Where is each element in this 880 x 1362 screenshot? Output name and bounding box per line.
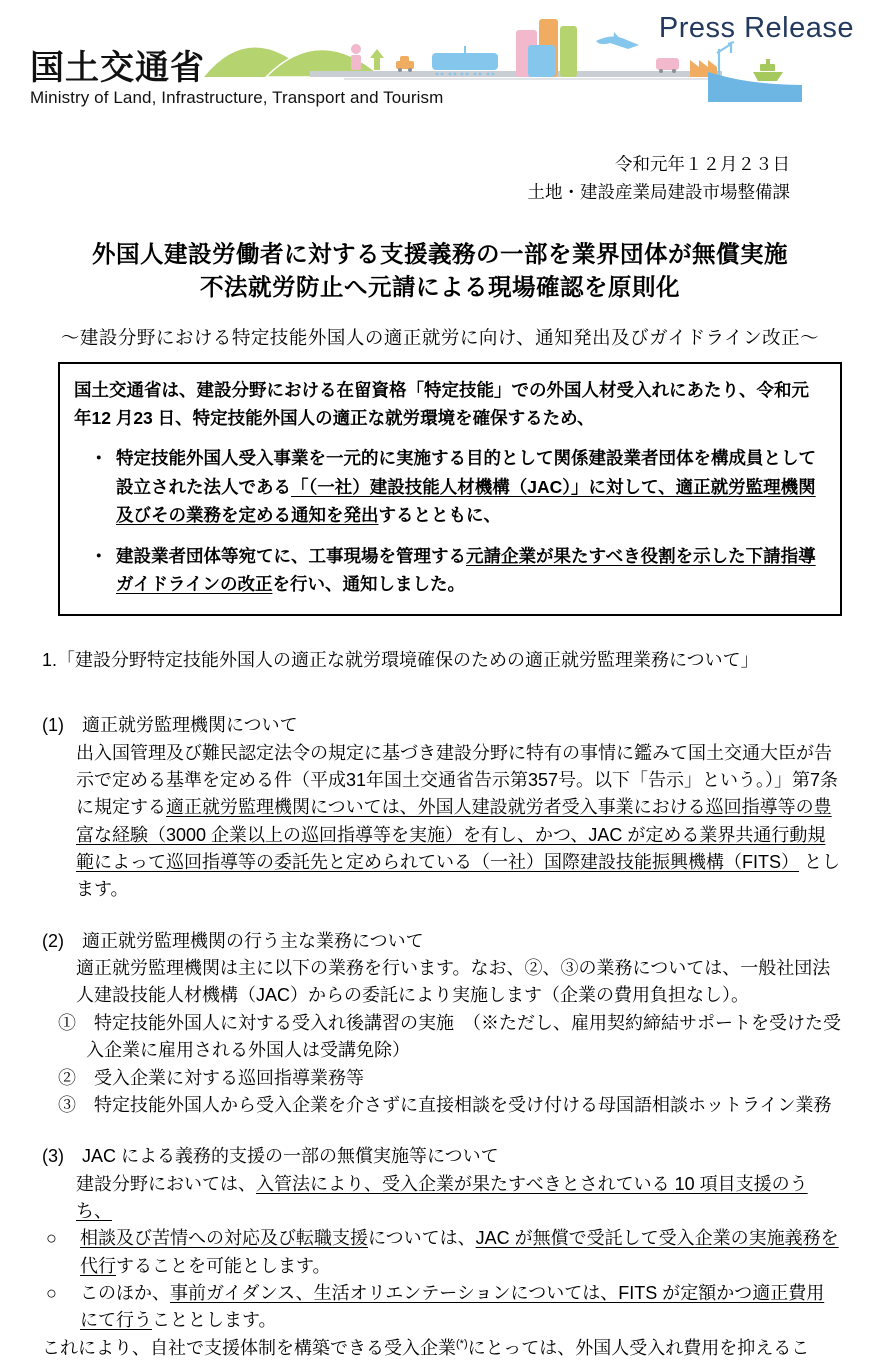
circle-item-1 <box>46 1225 842 1280</box>
subtitle: ～建設分野における特定技能外国人の適正就労に向け、通知発出及びガイドライン改正～ <box>60 328 820 349</box>
section-1-1 <box>42 712 842 904</box>
circle-marker: ○ <box>46 1228 57 1249</box>
mlit-logo: 国土交通省 <box>30 49 205 87</box>
section-1-3-heading: (3) JAC による義務的支援の一部の無償実施等について <box>42 1146 499 1167</box>
bullet-marker: ・ <box>90 545 108 566</box>
ship-icon <box>753 59 783 81</box>
meta-block <box>0 150 880 206</box>
section-1-1-heading: (1) 適正就労監理機関について <box>42 715 298 736</box>
airplane-icon <box>596 32 639 49</box>
summary-intro: 国土交通省は、建設分野における在留資格「特定技能」での外国人材受入れにあたり、令和元年12 月23 日、特定技能外国人の適正な就労環境を確保するため、 <box>74 379 809 429</box>
release-department: 土地・建設産業局建設市場整備課 <box>527 182 790 202</box>
bullet-marker: ・ <box>90 448 108 469</box>
header-illustration <box>204 14 802 102</box>
numbered-item-1: ① 特定技能外国人に対する受入れ後講習の実施 （※ただし、雇用契約締結サポートを受けた受入企業に雇用される外国人は受講免除） <box>58 1012 841 1061</box>
numbered-item-3: ③ 特定技能外国人から受入企業を介さずに直接相談を受け付ける母国語相談ホットライン業務 <box>58 1094 832 1115</box>
closing-paragraph: これにより、自社で支援体制を構築できる受入企業(*)にとっては、外国人受入れ費用を抑えるこ <box>42 1337 810 1358</box>
section-1-1-body: 出入国管理及び難民認定法令の規定に基づき建設分野に特有の事情に鑑みて国土交通大臣が告示で定める基準を定める件（平成31年国土交通省告示第357号。以下「告示」という。）」第7条に規定する適正就労監理機関については、外国人建設就労者受入事業における巡回指導等の豊富な経験（3000 企業以上の巡回指導等を実施）を有し、かつ、JAC が定める業界共通行動規範によって巡回指導等の委託先と定められている（一社）国際建設技能振興機構（FITS） とします。 <box>76 742 841 900</box>
title-line-2: 不法就労防止へ元請による現場確認を原則化 <box>200 273 680 300</box>
page-title <box>0 238 880 304</box>
sea-icon <box>708 72 802 102</box>
section-1-3-body: 建設分野においては、入管法により、受入企業が果たすべきとされている 10 項目支援のうち、 <box>76 1173 808 1221</box>
section-1-3 <box>42 1143 842 1362</box>
section-1-heading: 1.「建設分野特定技能外国人の適正な就労環境確保のための適正就労監理業務について」 <box>42 650 759 671</box>
numbered-item-2: ② 受入企業に対する巡回指導業務等 <box>58 1067 364 1088</box>
person-icon <box>370 49 384 70</box>
pedestrian-icon <box>351 44 361 70</box>
train-icon <box>432 46 498 75</box>
press-release-label: Press Release <box>658 12 854 44</box>
summary-bullet-text: 特定技能外国人受入事業を一元的に実施する目的として関係建設業者団体を構成員として設立された法人である「（一社）建設技能人材機構（JAC）」に対して、適正就労監理機関及びその業務を定める通知を発出するとともに、 <box>116 448 816 526</box>
circle-item-2 <box>46 1280 842 1335</box>
car-icon <box>396 56 414 72</box>
buildings-icon <box>516 19 577 77</box>
summary-box <box>58 362 842 616</box>
circle-marker: ○ <box>46 1283 57 1304</box>
summary-bullet-text: 建設業者団体等宛てに、工事現場を管理する元請企業が果たすべき役割を示した下請指導ガイドラインの改正を行い、通知しました。 <box>116 545 816 594</box>
ministry-name-en: Ministry of Land, Infrastructure, Transport and Tourism <box>30 88 444 107</box>
header <box>0 0 880 120</box>
section-1-2-body: 適正就労監理機関は主に以下の業務を行います。なお、②、③の業務については、一般社団法人建設技能人材機構（JAC）からの委託により実施します（企業の費用負担なし）。 <box>76 958 831 1006</box>
release-date: 令和元年１２月２３日 <box>615 154 790 174</box>
circle-item-text: 相談及び苦情への対応及び転職支援については、JAC が無償で受託して受入企業の実施義務を代行することを可能とします。 <box>80 1228 839 1276</box>
section-1-2 <box>42 928 842 1120</box>
van-icon <box>656 58 679 73</box>
crane-icon <box>717 42 734 77</box>
summary-bullet <box>74 444 826 529</box>
summary-bullet <box>74 542 826 599</box>
section-1-2-heading: (2) 適正就労監理機関の行う主な業務について <box>42 930 424 951</box>
circle-item-text: このほか、事前ガイダンス、生活オリエンテーションについては、FITS が定額かつ適正費用にて行うこととします。 <box>80 1283 825 1331</box>
title-line-1: 外国人建設労働者に対する支援義務の一部を業界団体が無償実施 <box>92 241 788 267</box>
